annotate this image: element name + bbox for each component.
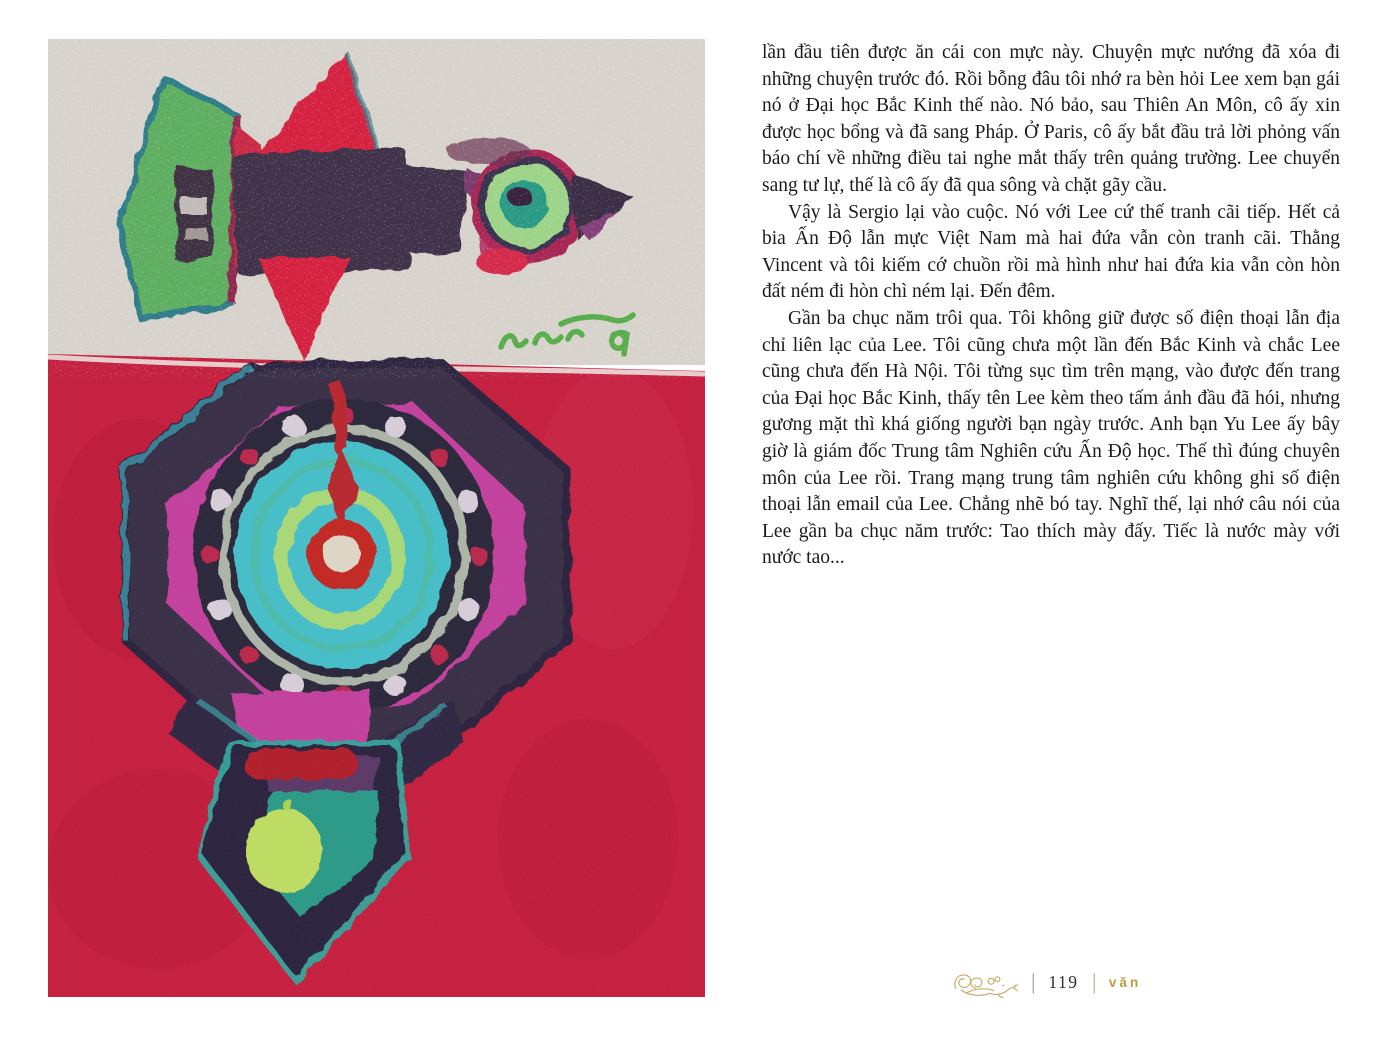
footer-divider-right: | xyxy=(1092,969,1096,994)
body-text xyxy=(762,40,1340,572)
footer-divider-left: | xyxy=(1031,969,1035,994)
page-number: 119 xyxy=(1048,971,1079,992)
paragraph-1: lần đầu tiên được ăn cái con mực này. Chuyện mực nướng đã xóa đi những chuyện trước đó. Rồi bỗng đâu tôi nhớ ra bèn hỏi Lee xem bạn gái nó ở Đại học Bắc Kinh thế nào. Nó bảo, sau Thiên An Môn, cô ấy xin được học bổng và đã sang Pháp. Ở Paris, cô ấy bắt đầu trả lời phỏng vấn báo chí về những điều tai nghe mắt thấy trên quảng trường. Lee chuyển sang tư lự, thế là cô ấy đã qua sông và chặt gãy cầu. xyxy=(762,42,1340,196)
painting-canvas xyxy=(48,39,705,997)
page-footer xyxy=(950,956,1141,1008)
paragraph-3: Gần ba chục năm trôi qua. Tôi không giữ được số điện thoại lẫn địa chỉ liên lạc của Lee. Tôi cũng chưa một lần đến Bắc Kinh và chắc Lee cũng chưa đến Hà Nội. Tôi từng sục tìm trên mạng, vào được đến trang của Đại học Bắc Kinh, thấy tên Lee kèm theo tấm ảnh đầu đã hói, nhưng gương mặt thì khá giống người bạn ngày trước. Anh bạn Yu Lee ấy bây giờ là giám đốc Trung tâm Nghiên cứu Ấn Độ học. Thế thì đúng chuyên môn của Lee rồi. Trang mạng trung tâm nghiên cứu không ghi số điện thoại lẫn email của Lee. Chẳng nhẽ bó tay. Nghĩ thế, lại nhớ câu nói của Lee gần ba chục năm trước: Tao thích mày đấy. Tiếc là nước mày với nước tao... xyxy=(762,307,1340,569)
paragraph-2: Vậy là Sergio lại vào cuộc. Nó với Lee cứ thế tranh cãi tiếp. Hết cả bia Ấn Độ lẫn mực Việt Nam mà hai đứa vẫn còn tranh cãi. Thằng Vincent và tôi kiếm cớ chuồn rồi mà hình như hai đứa kia vẫn còn hòn đất ném đi hòn chì ném lại. Đến đêm. xyxy=(762,201,1340,303)
section-label: văn xyxy=(1108,974,1142,990)
rat-ornament-icon xyxy=(950,960,1018,1004)
artwork-painting xyxy=(48,39,705,997)
